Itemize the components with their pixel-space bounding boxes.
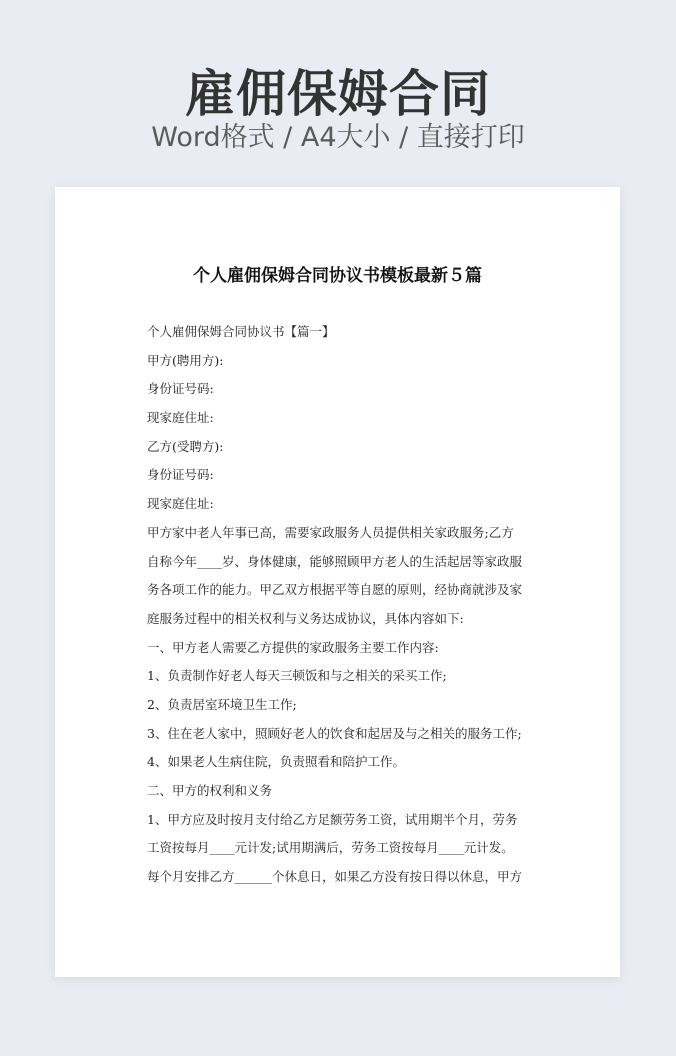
- document-line: 乙方(受聘方):: [147, 438, 224, 454]
- document-title: 个人雇佣保姆合同协议书模板最新５篇: [193, 266, 482, 286]
- hero-title: 雇佣保姆合同: [185, 65, 491, 123]
- document-body: [147, 318, 535, 892]
- document-line: 庭服务过程中的相关权利与义务达成协议，具体内容如下:: [147, 610, 464, 626]
- document-line: 每个月安排乙方______个休息日，如果乙方没有按日得以休息，甲方: [147, 869, 523, 885]
- document-line: 个人雇佣保姆合同协议书【篇一】: [147, 324, 335, 339]
- document-line: 二、甲方的权利和义务: [147, 783, 273, 798]
- document-line: 甲方(聘用方):: [147, 352, 224, 368]
- document-line: 1、负责制作好老人每天三顿饭和与之相关的采买工作;: [147, 668, 447, 684]
- document-line: 务各项工作的能力。甲乙双方根据平等自愿的原则，经协商就涉及家: [147, 582, 523, 598]
- document-page: [55, 187, 620, 977]
- document-line: 身份证号码:: [147, 381, 214, 397]
- document-line: 4、如果老人生病住院，负责照看和陪护工作。: [147, 754, 405, 770]
- document-line: 1、甲方应及时按月支付给乙方足额劳务工资，试用期半个月，劳务: [147, 811, 518, 827]
- document-line: 身份证号码:: [147, 467, 214, 483]
- document-line: 工资按每月____元计发;试用期满后，劳务工资按每月____元计发。: [147, 840, 514, 856]
- document-line: 现家庭住址:: [147, 410, 214, 426]
- hero-subtitle: Word格式 / A4大小 / 直接打印: [151, 122, 525, 153]
- document-line: 自称今年____岁、身体健康，能够照顾甲方老人的生活起居等家政服: [147, 553, 523, 569]
- document-line: 3、住在老人家中，照顾好老人的饮食和起居及与之相关的服务工作;: [147, 725, 522, 741]
- document-line: 一、甲方老人需要乙方提供的家政服务主要工作内容:: [147, 639, 439, 655]
- document-line: 现家庭住址:: [147, 496, 214, 512]
- document-line: 2、负责居室环境卫生工作;: [147, 696, 297, 712]
- document-line: 甲方家中老人年事已高，需要家政服务人员提供相关家政服务;乙方: [147, 524, 514, 540]
